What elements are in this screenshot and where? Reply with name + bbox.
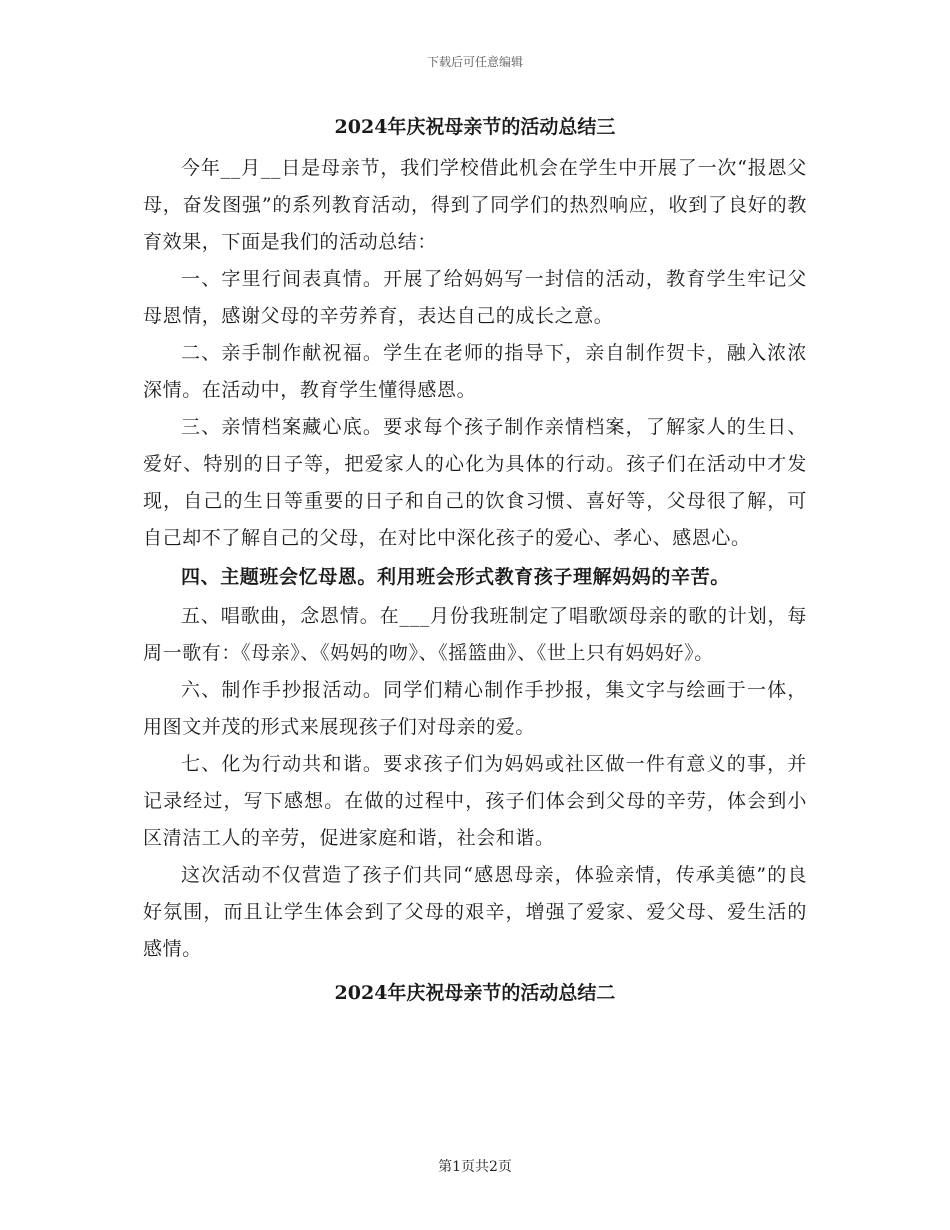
document-title: 2024年庆祝母亲节的活动总结三 — [334, 116, 616, 138]
paragraph-item-1: 一、字里行间表真情。开展了给妈妈写一封信的活动，教育学生牢记父母恩情，感谢父母的辛劳养育，表达自己的成长之意。 — [143, 268, 807, 327]
paragraph-item-5: 五、唱歌曲，念恩情。在___月份我班制定了唱歌颂母亲的歌的计划，每周一歌有：《母亲》、《妈妈的吻》、《摇篮曲》、《世上只有妈妈好》。 — [143, 605, 807, 664]
paragraph-item-4: 四、主题班会忆母恩。利用班会形式教育孩子理解妈妈的辛苦。 — [181, 566, 730, 588]
paragraph-item-3: 三、亲情档案藏心底。要求每个孩子制作亲情档案，了解家人的生日、爱好、特别的日子等，把爱家人的心化为具体的行动。孩子们在活动中才发现，自己的生日等重要的日子和自己的饮食习惯、喜好等，父母很了解，可自己却不了解自己的父母，在对比中深化孩子的爱心、孝心、感恩心。 — [143, 416, 807, 549]
paragraph-intro: 今年__月__日是母亲节，我们学校借此机会在学生中开展了一次“报恩父母，奋发图强”的系列教育活动，得到了同学们的热烈响应，收到了良好的教育效果，下面是我们的活动总结： — [143, 157, 807, 253]
next-section-title: 2024年庆祝母亲节的活动总结二 — [334, 982, 616, 1004]
document-body — [143, 112, 807, 1008]
paragraph-item-7: 七、化为行动共和谐。要求孩子们为妈妈或社区做一件有意义的事，并记录经过，写下感想。在做的过程中，孩子们体会到父母的辛劳，体会到小区清洁工人的辛劳，促进家庭和谐，社会和谐。 — [143, 753, 807, 849]
paragraph-item-6: 六、制作手抄报活动。同学们精心制作手抄报，集文字与绘画于一体，用图文并茂的形式来展现孩子们对母亲的爱。 — [143, 679, 807, 738]
paragraph-conclusion: 这次活动不仅营造了孩子们共同“感恩母亲，体验亲情，传承美德”的良好氛围，而且让学生体会到了父母的艰辛，增强了爱家、爱父母、爱生活的感情。 — [143, 864, 807, 960]
page-header: 下载后可任意编辑 — [426, 55, 523, 69]
page-footer: 第1页共2页 — [438, 1159, 512, 1175]
paragraph-item-2: 二、亲手制作献祝福。学生在老师的指导下，亲自制作贺卡，融入浓浓深情。在活动中，教育学生懂得感恩。 — [143, 342, 807, 401]
